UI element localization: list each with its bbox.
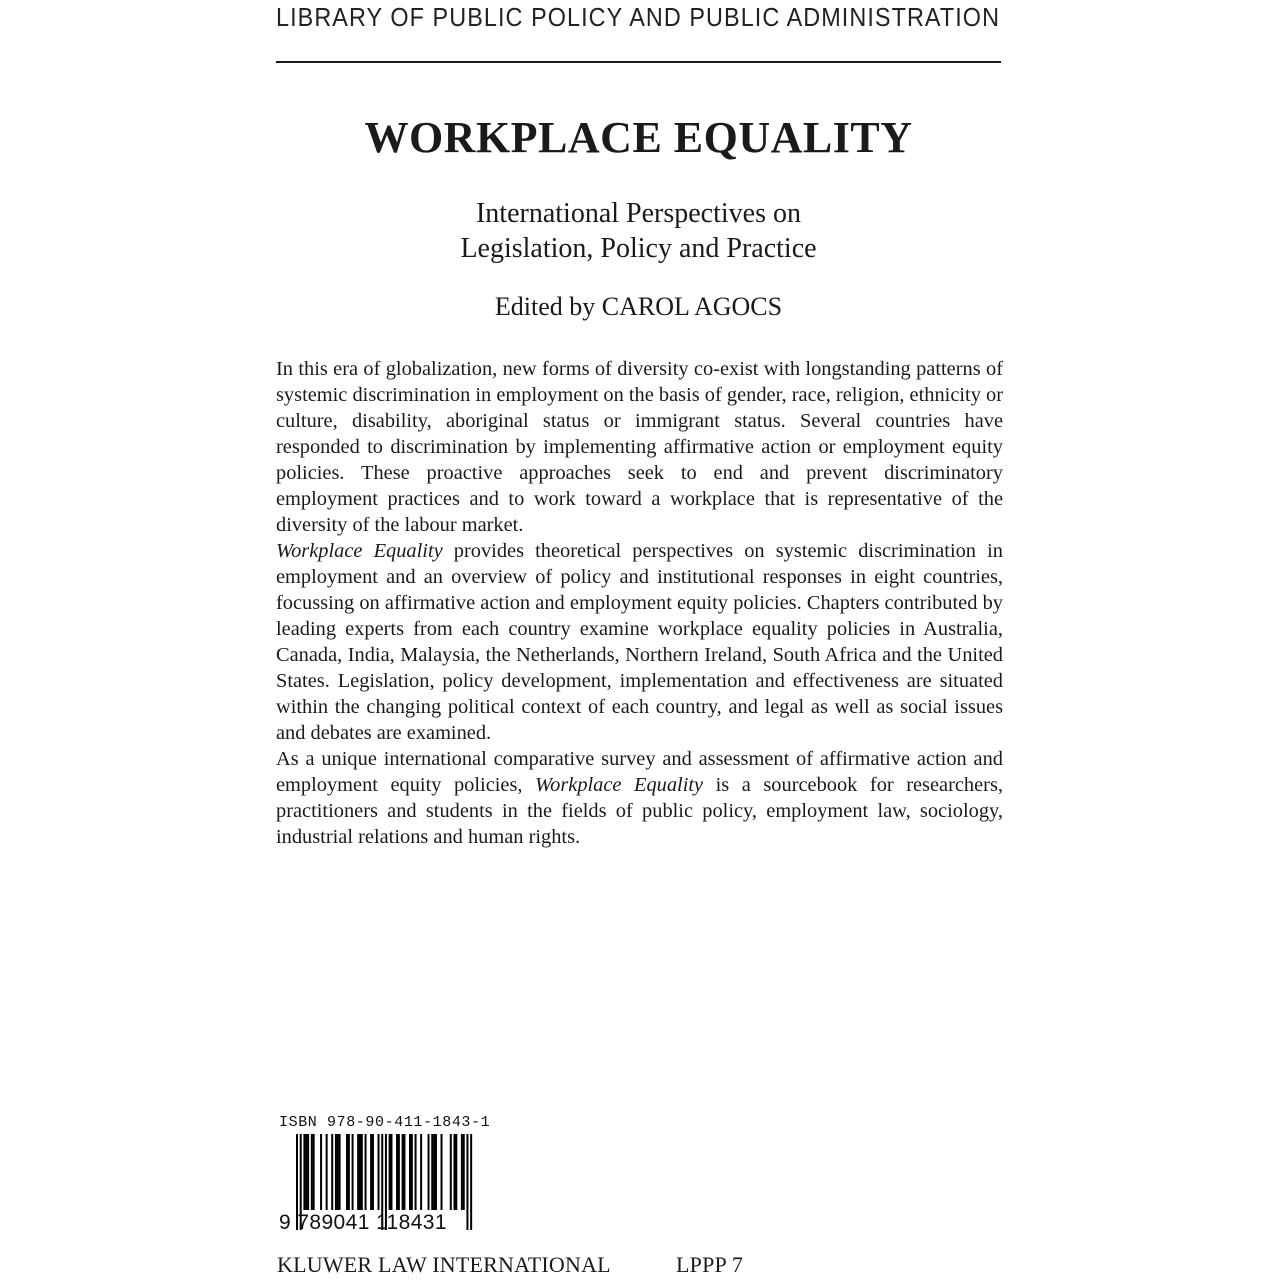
barcode-bar xyxy=(396,1134,398,1210)
barcode-bar xyxy=(348,1134,350,1210)
barcode-bar xyxy=(409,1134,411,1210)
barcode-bar xyxy=(335,1134,337,1210)
subtitle-line-1: International Perspectives on xyxy=(475,198,801,229)
series-title: LIBRARY OF PUBLIC POLICY AND PUBLIC ADMINISTRATION xyxy=(276,2,1001,32)
barcode-bar xyxy=(402,1134,404,1210)
barcode-bar xyxy=(420,1134,422,1210)
paragraph-3-intro: As a unique international comparative survey and assessment of affirmative action and employment equity policies, xyxy=(276,748,1003,796)
barcode-bar xyxy=(466,1134,468,1230)
series-number: LPPP 7 xyxy=(676,1252,744,1277)
barcode-bar xyxy=(378,1134,380,1210)
barcode-bar xyxy=(403,1134,405,1210)
barcode-bar xyxy=(450,1134,452,1210)
barcode-bar xyxy=(337,1134,339,1210)
barcode-bar xyxy=(372,1134,374,1210)
barcode-bar xyxy=(461,1134,463,1210)
book-title-italic: Workplace Equality xyxy=(276,540,443,562)
barcode-bar xyxy=(320,1134,322,1210)
barcode-bar xyxy=(303,1134,305,1210)
barcode-bar xyxy=(411,1134,413,1210)
barcode-bar xyxy=(305,1134,307,1210)
book-title: WORKPLACE EQUALITY xyxy=(364,113,913,162)
barcode-bar xyxy=(455,1134,457,1210)
barcode-bar xyxy=(311,1134,313,1210)
description-paragraph-2 xyxy=(276,538,1003,746)
barcode-bar xyxy=(357,1134,359,1210)
paragraph-3-text: is a sourcebook for researchers, practitioners and students in the fields of public policy, employment law, sociology, industrial relations and human rights. xyxy=(276,774,1003,848)
barcode-bar xyxy=(352,1134,354,1210)
barcode-bar xyxy=(441,1134,443,1210)
header-divider xyxy=(276,61,1001,63)
editor-credit: Edited by CAROL AGOCS xyxy=(494,292,783,321)
description-paragraph-3 xyxy=(276,746,1003,850)
barcode-bar xyxy=(415,1134,417,1210)
barcode-bar xyxy=(331,1134,333,1210)
barcode-bar xyxy=(435,1134,437,1210)
barcode-digits: 9 789041 118431 xyxy=(279,1211,447,1234)
barcode-bar xyxy=(359,1134,361,1210)
barcode-bar xyxy=(390,1134,392,1210)
barcode-bar xyxy=(389,1134,391,1210)
barcode-bar xyxy=(346,1134,348,1210)
barcode-bar xyxy=(370,1134,372,1210)
paragraph-2-text: provides theoretical perspectives on systemic discrimination in employment and an overview of policy and institutional responses in eight countries, focussing on affirmative action and employment equity policies. Chapters contributed by leading experts from each country examine workplace equality policies in Australia, Canada, India, Malaysia, the Netherlands, Northern Ireland, South Africa and the United States. Legislation, policy development, implementation and effectiveness are situated within the changing political context of each country, and legal as well as social issues and debates are examined. xyxy=(276,540,1003,744)
book-title-italic: Workplace Equality xyxy=(535,774,704,796)
barcode-bar xyxy=(428,1134,430,1210)
book-description xyxy=(276,356,1003,850)
isbn-label: ISBN 978-90-411-1843-1 xyxy=(279,1114,491,1131)
book-subtitle xyxy=(276,196,1001,266)
barcode-bar xyxy=(326,1134,328,1210)
description-paragraph-1: In this era of globalization, new forms of diversity co-exist with longstanding patterns of systemic discrimination in employment on the basis of gender, race, religion, ethnicity or culture, disability, aboriginal status or immigrant status. Several countries have responded to discrimination by implementing affirmative action or employment equity policies. These proactive approaches seek to end and prevent discriminatory employment practices and to work toward a workplace that is representative of the diversity of the labour market. xyxy=(276,358,1003,536)
barcode-bar xyxy=(453,1134,455,1210)
barcode-bar xyxy=(463,1134,465,1210)
barcode-bar xyxy=(361,1134,363,1210)
barcode-bar xyxy=(313,1134,315,1210)
barcode-bar xyxy=(431,1134,433,1210)
publisher-name: KLUWER LAW INTERNATIONAL xyxy=(277,1252,611,1277)
subtitle-line-2: Legislation, Policy and Practice xyxy=(460,233,817,264)
barcode-bar xyxy=(365,1134,367,1210)
barcode-bar xyxy=(398,1134,400,1210)
barcode-bar xyxy=(339,1134,341,1210)
barcode-bar xyxy=(433,1134,435,1210)
barcode-bar xyxy=(470,1134,472,1230)
barcode-bar xyxy=(307,1134,309,1210)
